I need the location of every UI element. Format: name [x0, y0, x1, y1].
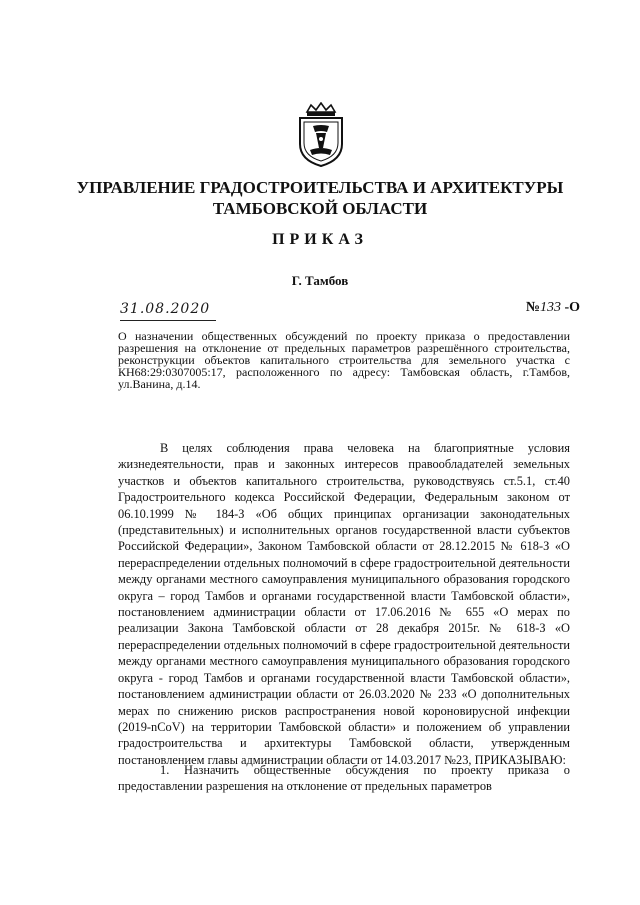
city-label: Г. Тамбов — [291, 273, 349, 288]
order-number-handwritten: 133 — [539, 300, 561, 315]
order-subject: О назначении общественных обсуждений по проекту приказа о предоставлении разрешения на отклонение от предельных параметров разрешённого строительства, реконструкции объектов капитального строительства для земельного участка с КН68:29:0307005:17, расположенного по адресу: Тамбовская область, г.Тамбов, ул.Ванина, д.14. — [118, 329, 570, 391]
preamble-paragraph: В целях соблюдения права человека на благоприятные условия жизнедеятельности, прав и законных интересов правообладателей земельных участков и объектов капитального строительства, руководствуясь ст.5.1, ст.40 Градостроительного кодекса Российской Федерации, Федеральным законом от 06.10.1999 № 184-З «Об общих принципах организации законодательных (представительных) и исполнительных органов государственной власти субъектов Российской Федерации», Законом Тамбовской области от 28.12.2015 № 618-З «О перераспределении отдельных полномочий в сфере градостроительной деятельности между органами местного самоуправления муниципального образования городского округа – город Тамбов и органами государственной власти Тамбовской области», постановлением администрации области от 17.06.2016 № 655 «О мерах по реализации Закона Тамбовской области от 28 декабря 2015г. № 618-З «О перераспределении отдельных полномочий в сфере градостроительной деятельности между органами местного самоуправления муниципального образования городского округа - город Тамбов и органами государственной власти Тамбовской области», постановлением администрации области от 26.03.2020 № 233 «О дополнительных мерах по снижению рисков распространения новой короновирусной инфекции (2019-nCoV) на территории Тамбовской области» и положением об управлении градостроительства и архитектуры Тамбовской области, утвержденным постановлением главы администрации области от 14.03.2017 №23, ПРИКАЗЫВАЮ: — [118, 441, 570, 767]
order-date — [120, 300, 216, 324]
organization-name-line2: ТАМБОВСКОЙ ОБЛАСТИ — [212, 199, 428, 218]
date-underline — [120, 320, 216, 321]
order-preamble — [118, 440, 570, 768]
number-suffix: -О — [564, 300, 580, 315]
item-1-text: 1. Назначить общественные обсуждения по проекту приказа о предоставлении разрешения на отклонение от предельных параметров — [118, 763, 570, 794]
order-item-1 — [118, 762, 570, 795]
organization-name-line1: УПРАВЛЕНИЕ ГРАДОСТРОИТЕЛЬСТВА И АРХИТЕКТУРЫ — [76, 178, 564, 197]
order-number — [526, 300, 580, 316]
coat-of-arms-icon — [293, 102, 349, 168]
number-sign: № — [525, 300, 540, 315]
order-date-handwritten: 31.08.2020 — [120, 301, 211, 317]
document-type-title: ПРИКАЗ — [272, 231, 368, 248]
